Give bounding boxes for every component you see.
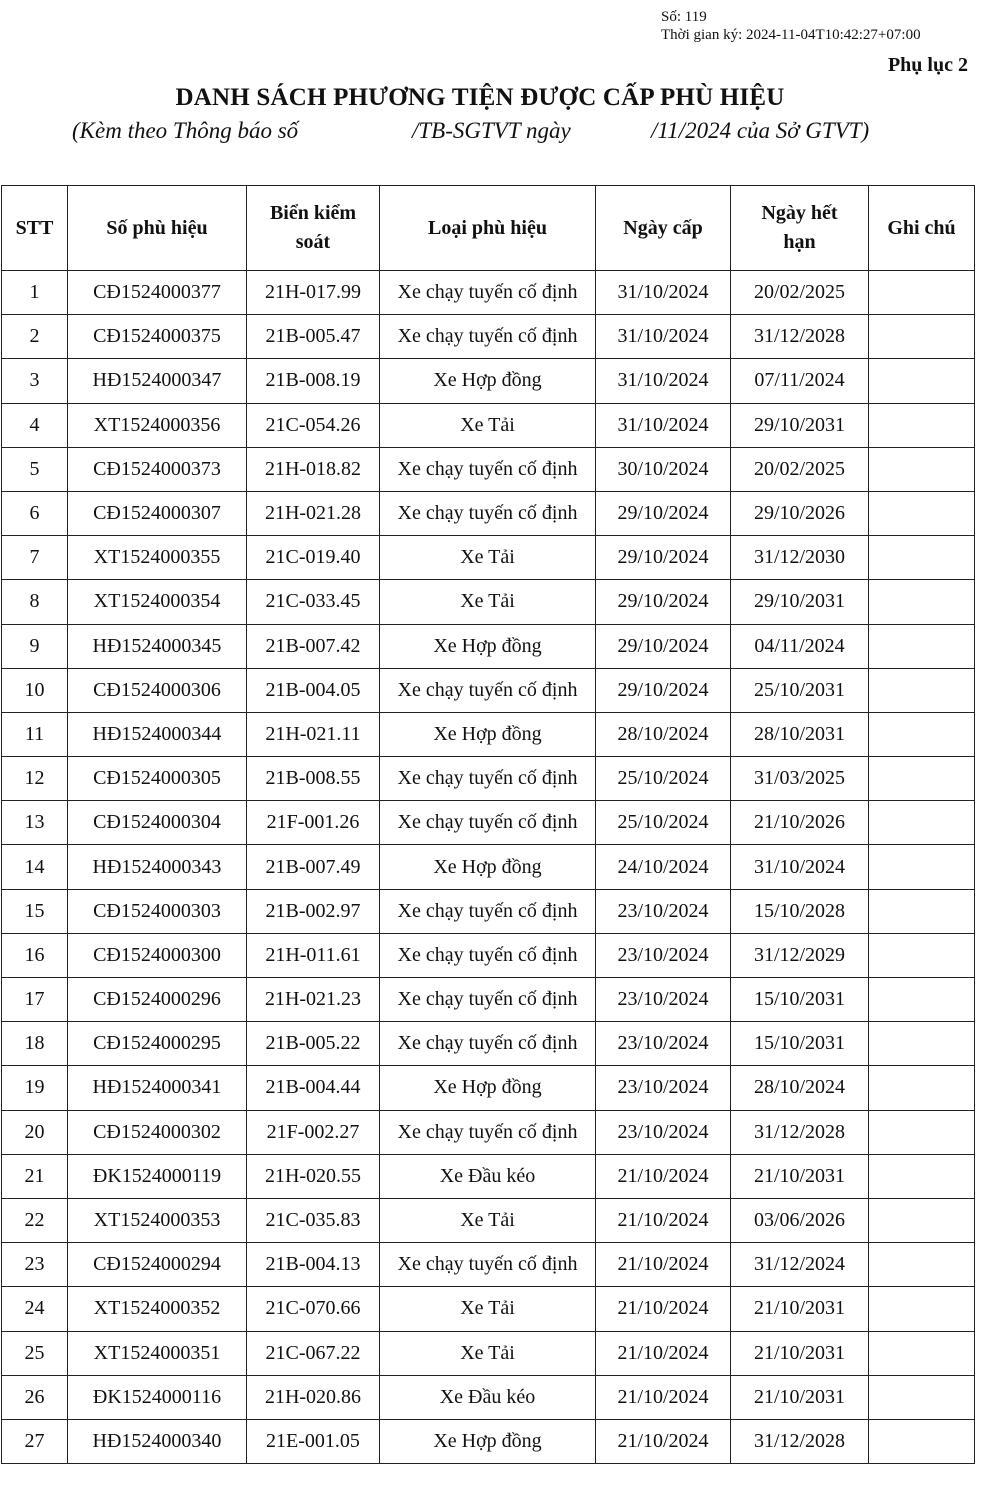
cell-badge-type: Xe Hợp đồng	[380, 1419, 596, 1463]
cell-badge-type: Xe Đầu kéo	[380, 1375, 596, 1419]
cell-license-plate: 21C-070.66	[247, 1287, 380, 1331]
cell-badge-number: HĐ1524000347	[68, 359, 247, 403]
table-row	[2, 580, 975, 624]
cell-issue-date: 28/10/2024	[596, 712, 731, 756]
cell-badge-number: HĐ1524000340	[68, 1419, 247, 1463]
cell-badge-number: HĐ1524000345	[68, 624, 247, 668]
cell-stt: 21	[2, 1154, 68, 1198]
table-row	[2, 889, 975, 933]
cell-notes	[869, 1375, 975, 1419]
cell-badge-number: CĐ1524000306	[68, 668, 247, 712]
cell-badge-type: Xe Đầu kéo	[380, 1154, 596, 1198]
cell-badge-type: Xe Tải	[380, 536, 596, 580]
cell-badge-type: Xe Hợp đồng	[380, 845, 596, 889]
cell-notes	[869, 1154, 975, 1198]
table-row	[2, 1375, 975, 1419]
cell-issue-date: 29/10/2024	[596, 668, 731, 712]
cell-badge-type: Xe chạy tuyến cố định	[380, 491, 596, 535]
table-row	[2, 403, 975, 447]
header-license-plate: Biển kiểm soát	[247, 186, 380, 271]
cell-notes	[869, 757, 975, 801]
cell-expiry-date: 20/02/2025	[731, 271, 869, 315]
cell-stt: 2	[2, 315, 68, 359]
document-title: DANH SÁCH PHƯƠNG TIỆN ĐƯỢC CẤP PHÙ HIỆU	[175, 84, 785, 111]
cell-badge-type: Xe chạy tuyến cố định	[380, 933, 596, 977]
cell-stt: 1	[2, 271, 68, 315]
cell-issue-date: 21/10/2024	[596, 1243, 731, 1287]
cell-expiry-date: 21/10/2031	[731, 1287, 869, 1331]
table-row	[2, 668, 975, 712]
header-notes: Ghi chú	[869, 186, 975, 271]
cell-badge-number: CĐ1524000377	[68, 271, 247, 315]
cell-issue-date: 23/10/2024	[596, 978, 731, 1022]
document-number: Số: 119	[661, 9, 707, 25]
cell-license-plate: 21B-005.22	[247, 1022, 380, 1066]
cell-notes	[869, 1110, 975, 1154]
cell-stt: 3	[2, 359, 68, 403]
table-row	[2, 1243, 975, 1287]
cell-expiry-date: 29/10/2026	[731, 491, 869, 535]
cell-stt: 27	[2, 1419, 68, 1463]
cell-license-plate: 21B-002.97	[247, 889, 380, 933]
cell-notes	[869, 580, 975, 624]
table-row	[2, 1331, 975, 1375]
cell-notes	[869, 491, 975, 535]
table-row	[2, 978, 975, 1022]
cell-license-plate: 21B-008.55	[247, 757, 380, 801]
subtitle-part-2: /TB-SGTVT ngày	[412, 118, 571, 143]
cell-stt: 10	[2, 668, 68, 712]
cell-badge-type: Xe Tải	[380, 580, 596, 624]
cell-notes	[869, 271, 975, 315]
cell-badge-type: Xe chạy tuyến cố định	[380, 315, 596, 359]
cell-issue-date: 23/10/2024	[596, 933, 731, 977]
cell-badge-number: XT1524000355	[68, 536, 247, 580]
cell-stt: 18	[2, 1022, 68, 1066]
table-row	[2, 801, 975, 845]
cell-stt: 19	[2, 1066, 68, 1110]
cell-badge-type: Xe Tải	[380, 1287, 596, 1331]
cell-badge-type: Xe Hợp đồng	[380, 1066, 596, 1110]
cell-badge-number: ĐK1524000119	[68, 1154, 247, 1198]
cell-badge-type: Xe Tải	[380, 1331, 596, 1375]
cell-badge-type: Xe chạy tuyến cố định	[380, 889, 596, 933]
cell-notes	[869, 1198, 975, 1242]
cell-stt: 11	[2, 712, 68, 756]
table-row	[2, 447, 975, 491]
cell-badge-type: Xe Hợp đồng	[380, 359, 596, 403]
cell-issue-date: 25/10/2024	[596, 801, 731, 845]
cell-issue-date: 31/10/2024	[596, 359, 731, 403]
table-row	[2, 1419, 975, 1463]
cell-badge-number: HĐ1524000343	[68, 845, 247, 889]
table-row	[2, 1198, 975, 1242]
header-badge-number: Số phù hiệu	[68, 186, 247, 271]
cell-expiry-date: 31/12/2028	[731, 1110, 869, 1154]
header-expiry-date: Ngày hết hạn	[731, 186, 869, 271]
cell-notes	[869, 933, 975, 977]
cell-notes	[869, 403, 975, 447]
table-row	[2, 1287, 975, 1331]
cell-stt: 7	[2, 536, 68, 580]
cell-stt: 14	[2, 845, 68, 889]
table-row	[2, 712, 975, 756]
cell-badge-number: CĐ1524000294	[68, 1243, 247, 1287]
cell-expiry-date: 31/12/2029	[731, 933, 869, 977]
cell-expiry-date: 31/12/2028	[731, 1419, 869, 1463]
cell-stt: 26	[2, 1375, 68, 1419]
cell-badge-number: HĐ1524000344	[68, 712, 247, 756]
cell-issue-date: 25/10/2024	[596, 757, 731, 801]
table-row	[2, 624, 975, 668]
cell-badge-type: Xe chạy tuyến cố định	[380, 1110, 596, 1154]
cell-license-plate: 21F-002.27	[247, 1110, 380, 1154]
cell-stt: 24	[2, 1287, 68, 1331]
cell-stt: 17	[2, 978, 68, 1022]
cell-badge-number: CĐ1524000295	[68, 1022, 247, 1066]
cell-expiry-date: 03/06/2026	[731, 1198, 869, 1242]
subtitle-part-3: /11/2024 của Sở GTVT)	[651, 118, 870, 143]
cell-badge-type: Xe chạy tuyến cố định	[380, 447, 596, 491]
cell-license-plate: 21H-018.82	[247, 447, 380, 491]
cell-badge-type: Xe Tải	[380, 403, 596, 447]
cell-stt: 4	[2, 403, 68, 447]
cell-badge-number: XT1524000352	[68, 1287, 247, 1331]
cell-badge-number: XT1524000356	[68, 403, 247, 447]
cell-expiry-date: 31/12/2028	[731, 315, 869, 359]
cell-expiry-date: 07/11/2024	[731, 359, 869, 403]
cell-issue-date: 21/10/2024	[596, 1375, 731, 1419]
cell-expiry-date: 21/10/2031	[731, 1375, 869, 1419]
badge-list-table	[1, 185, 975, 1464]
cell-badge-number: CĐ1524000305	[68, 757, 247, 801]
cell-license-plate: 21B-008.19	[247, 359, 380, 403]
cell-notes	[869, 315, 975, 359]
cell-issue-date: 30/10/2024	[596, 447, 731, 491]
cell-notes	[869, 1331, 975, 1375]
cell-license-plate: 21B-007.49	[247, 845, 380, 889]
cell-issue-date: 21/10/2024	[596, 1287, 731, 1331]
cell-expiry-date: 31/12/2030	[731, 536, 869, 580]
cell-issue-date: 21/10/2024	[596, 1198, 731, 1242]
cell-license-plate: 21C-067.22	[247, 1331, 380, 1375]
cell-license-plate: 21H-020.86	[247, 1375, 380, 1419]
cell-stt: 15	[2, 889, 68, 933]
cell-expiry-date: 04/11/2024	[731, 624, 869, 668]
cell-issue-date: 23/10/2024	[596, 1022, 731, 1066]
cell-notes	[869, 845, 975, 889]
cell-issue-date: 23/10/2024	[596, 1110, 731, 1154]
cell-stt: 22	[2, 1198, 68, 1242]
cell-badge-type: Xe chạy tuyến cố định	[380, 978, 596, 1022]
cell-expiry-date: 15/10/2031	[731, 978, 869, 1022]
cell-expiry-date: 31/12/2024	[731, 1243, 869, 1287]
appendix-label: Phụ lục 2	[887, 54, 968, 76]
cell-issue-date: 23/10/2024	[596, 1066, 731, 1110]
table-row	[2, 845, 975, 889]
cell-license-plate: 21H-011.61	[247, 933, 380, 977]
cell-issue-date: 31/10/2024	[596, 315, 731, 359]
cell-issue-date: 24/10/2024	[596, 845, 731, 889]
table-row	[2, 1066, 975, 1110]
signed-time: Thời gian ký: 2024-11-04T10:42:27+07:00	[661, 27, 921, 43]
cell-expiry-date: 28/10/2024	[731, 1066, 869, 1110]
cell-issue-date: 31/10/2024	[596, 271, 731, 315]
cell-badge-number: XT1524000354	[68, 580, 247, 624]
cell-notes	[869, 536, 975, 580]
cell-badge-type: Xe chạy tuyến cố định	[380, 801, 596, 845]
cell-badge-number: CĐ1524000375	[68, 315, 247, 359]
cell-notes	[869, 801, 975, 845]
cell-expiry-date: 29/10/2031	[731, 403, 869, 447]
cell-notes	[869, 668, 975, 712]
cell-expiry-date: 29/10/2031	[731, 580, 869, 624]
cell-stt: 23	[2, 1243, 68, 1287]
cell-badge-number: HĐ1524000341	[68, 1066, 247, 1110]
cell-badge-number: CĐ1524000303	[68, 889, 247, 933]
cell-expiry-date: 31/10/2024	[731, 845, 869, 889]
cell-issue-date: 23/10/2024	[596, 889, 731, 933]
cell-badge-number: CĐ1524000296	[68, 978, 247, 1022]
cell-license-plate: 21C-035.83	[247, 1198, 380, 1242]
table-row	[2, 491, 975, 535]
cell-badge-type: Xe Hợp đồng	[380, 624, 596, 668]
table-row	[2, 757, 975, 801]
cell-license-plate: 21C-054.26	[247, 403, 380, 447]
cell-expiry-date: 20/02/2025	[731, 447, 869, 491]
cell-license-plate: 21H-021.23	[247, 978, 380, 1022]
header-stt: STT	[2, 186, 68, 271]
cell-notes	[869, 978, 975, 1022]
header-badge-type: Loại phù hiệu	[380, 186, 596, 271]
subtitle-part-1: (Kèm theo Thông báo số	[72, 118, 299, 143]
table-row	[2, 271, 975, 315]
cell-notes	[869, 1066, 975, 1110]
cell-notes	[869, 1287, 975, 1331]
cell-stt: 5	[2, 447, 68, 491]
cell-badge-type: Xe Hợp đồng	[380, 712, 596, 756]
cell-issue-date: 29/10/2024	[596, 536, 731, 580]
cell-notes	[869, 1419, 975, 1463]
cell-badge-number: ĐK1524000116	[68, 1375, 247, 1419]
table-row	[2, 536, 975, 580]
cell-notes	[869, 1022, 975, 1066]
header-issue-date: Ngày cấp	[596, 186, 731, 271]
cell-notes	[869, 889, 975, 933]
cell-expiry-date: 21/10/2031	[731, 1154, 869, 1198]
cell-badge-number: CĐ1524000304	[68, 801, 247, 845]
cell-license-plate: 21C-019.40	[247, 536, 380, 580]
cell-notes	[869, 359, 975, 403]
cell-badge-number: CĐ1524000307	[68, 491, 247, 535]
cell-badge-type: Xe Tải	[380, 1198, 596, 1242]
cell-license-plate: 21H-021.28	[247, 491, 380, 535]
cell-license-plate: 21F-001.26	[247, 801, 380, 845]
cell-stt: 13	[2, 801, 68, 845]
cell-issue-date: 31/10/2024	[596, 403, 731, 447]
cell-badge-type: Xe chạy tuyến cố định	[380, 757, 596, 801]
cell-issue-date: 21/10/2024	[596, 1154, 731, 1198]
table-header-row	[2, 186, 975, 271]
cell-license-plate: 21B-005.47	[247, 315, 380, 359]
cell-badge-type: Xe chạy tuyến cố định	[380, 271, 596, 315]
cell-badge-type: Xe chạy tuyến cố định	[380, 668, 596, 712]
table-row	[2, 1022, 975, 1066]
signature-block	[661, 8, 921, 44]
table-row	[2, 933, 975, 977]
cell-stt: 8	[2, 580, 68, 624]
cell-expiry-date: 28/10/2031	[731, 712, 869, 756]
cell-issue-date: 29/10/2024	[596, 624, 731, 668]
cell-badge-number: XT1524000353	[68, 1198, 247, 1242]
cell-expiry-date: 21/10/2026	[731, 801, 869, 845]
cell-badge-number: CĐ1524000373	[68, 447, 247, 491]
cell-notes	[869, 712, 975, 756]
cell-license-plate: 21E-001.05	[247, 1419, 380, 1463]
table-row	[2, 1110, 975, 1154]
cell-badge-type: Xe chạy tuyến cố định	[380, 1022, 596, 1066]
cell-notes	[869, 447, 975, 491]
cell-stt: 20	[2, 1110, 68, 1154]
cell-expiry-date: 15/10/2028	[731, 889, 869, 933]
cell-badge-type: Xe chạy tuyến cố định	[380, 1243, 596, 1287]
table-row	[2, 315, 975, 359]
cell-issue-date: 21/10/2024	[596, 1331, 731, 1375]
table-row	[2, 1154, 975, 1198]
cell-badge-number: CĐ1524000302	[68, 1110, 247, 1154]
table-row	[2, 359, 975, 403]
cell-license-plate: 21B-007.42	[247, 624, 380, 668]
cell-license-plate: 21B-004.05	[247, 668, 380, 712]
cell-license-plate: 21C-033.45	[247, 580, 380, 624]
cell-expiry-date: 21/10/2031	[731, 1331, 869, 1375]
cell-notes	[869, 1243, 975, 1287]
cell-stt: 9	[2, 624, 68, 668]
cell-issue-date: 29/10/2024	[596, 491, 731, 535]
cell-notes	[869, 624, 975, 668]
cell-license-plate: 21H-021.11	[247, 712, 380, 756]
cell-license-plate: 21H-017.99	[247, 271, 380, 315]
cell-issue-date: 29/10/2024	[596, 580, 731, 624]
cell-issue-date: 21/10/2024	[596, 1419, 731, 1463]
cell-license-plate: 21B-004.44	[247, 1066, 380, 1110]
cell-expiry-date: 31/03/2025	[731, 757, 869, 801]
cell-license-plate: 21H-020.55	[247, 1154, 380, 1198]
cell-stt: 12	[2, 757, 68, 801]
cell-license-plate: 21B-004.13	[247, 1243, 380, 1287]
cell-badge-number: CĐ1524000300	[68, 933, 247, 977]
cell-expiry-date: 25/10/2031	[731, 668, 869, 712]
cell-stt: 6	[2, 491, 68, 535]
table-body	[2, 271, 975, 1464]
cell-stt: 16	[2, 933, 68, 977]
cell-stt: 25	[2, 1331, 68, 1375]
cell-expiry-date: 15/10/2031	[731, 1022, 869, 1066]
cell-badge-number: XT1524000351	[68, 1331, 247, 1375]
